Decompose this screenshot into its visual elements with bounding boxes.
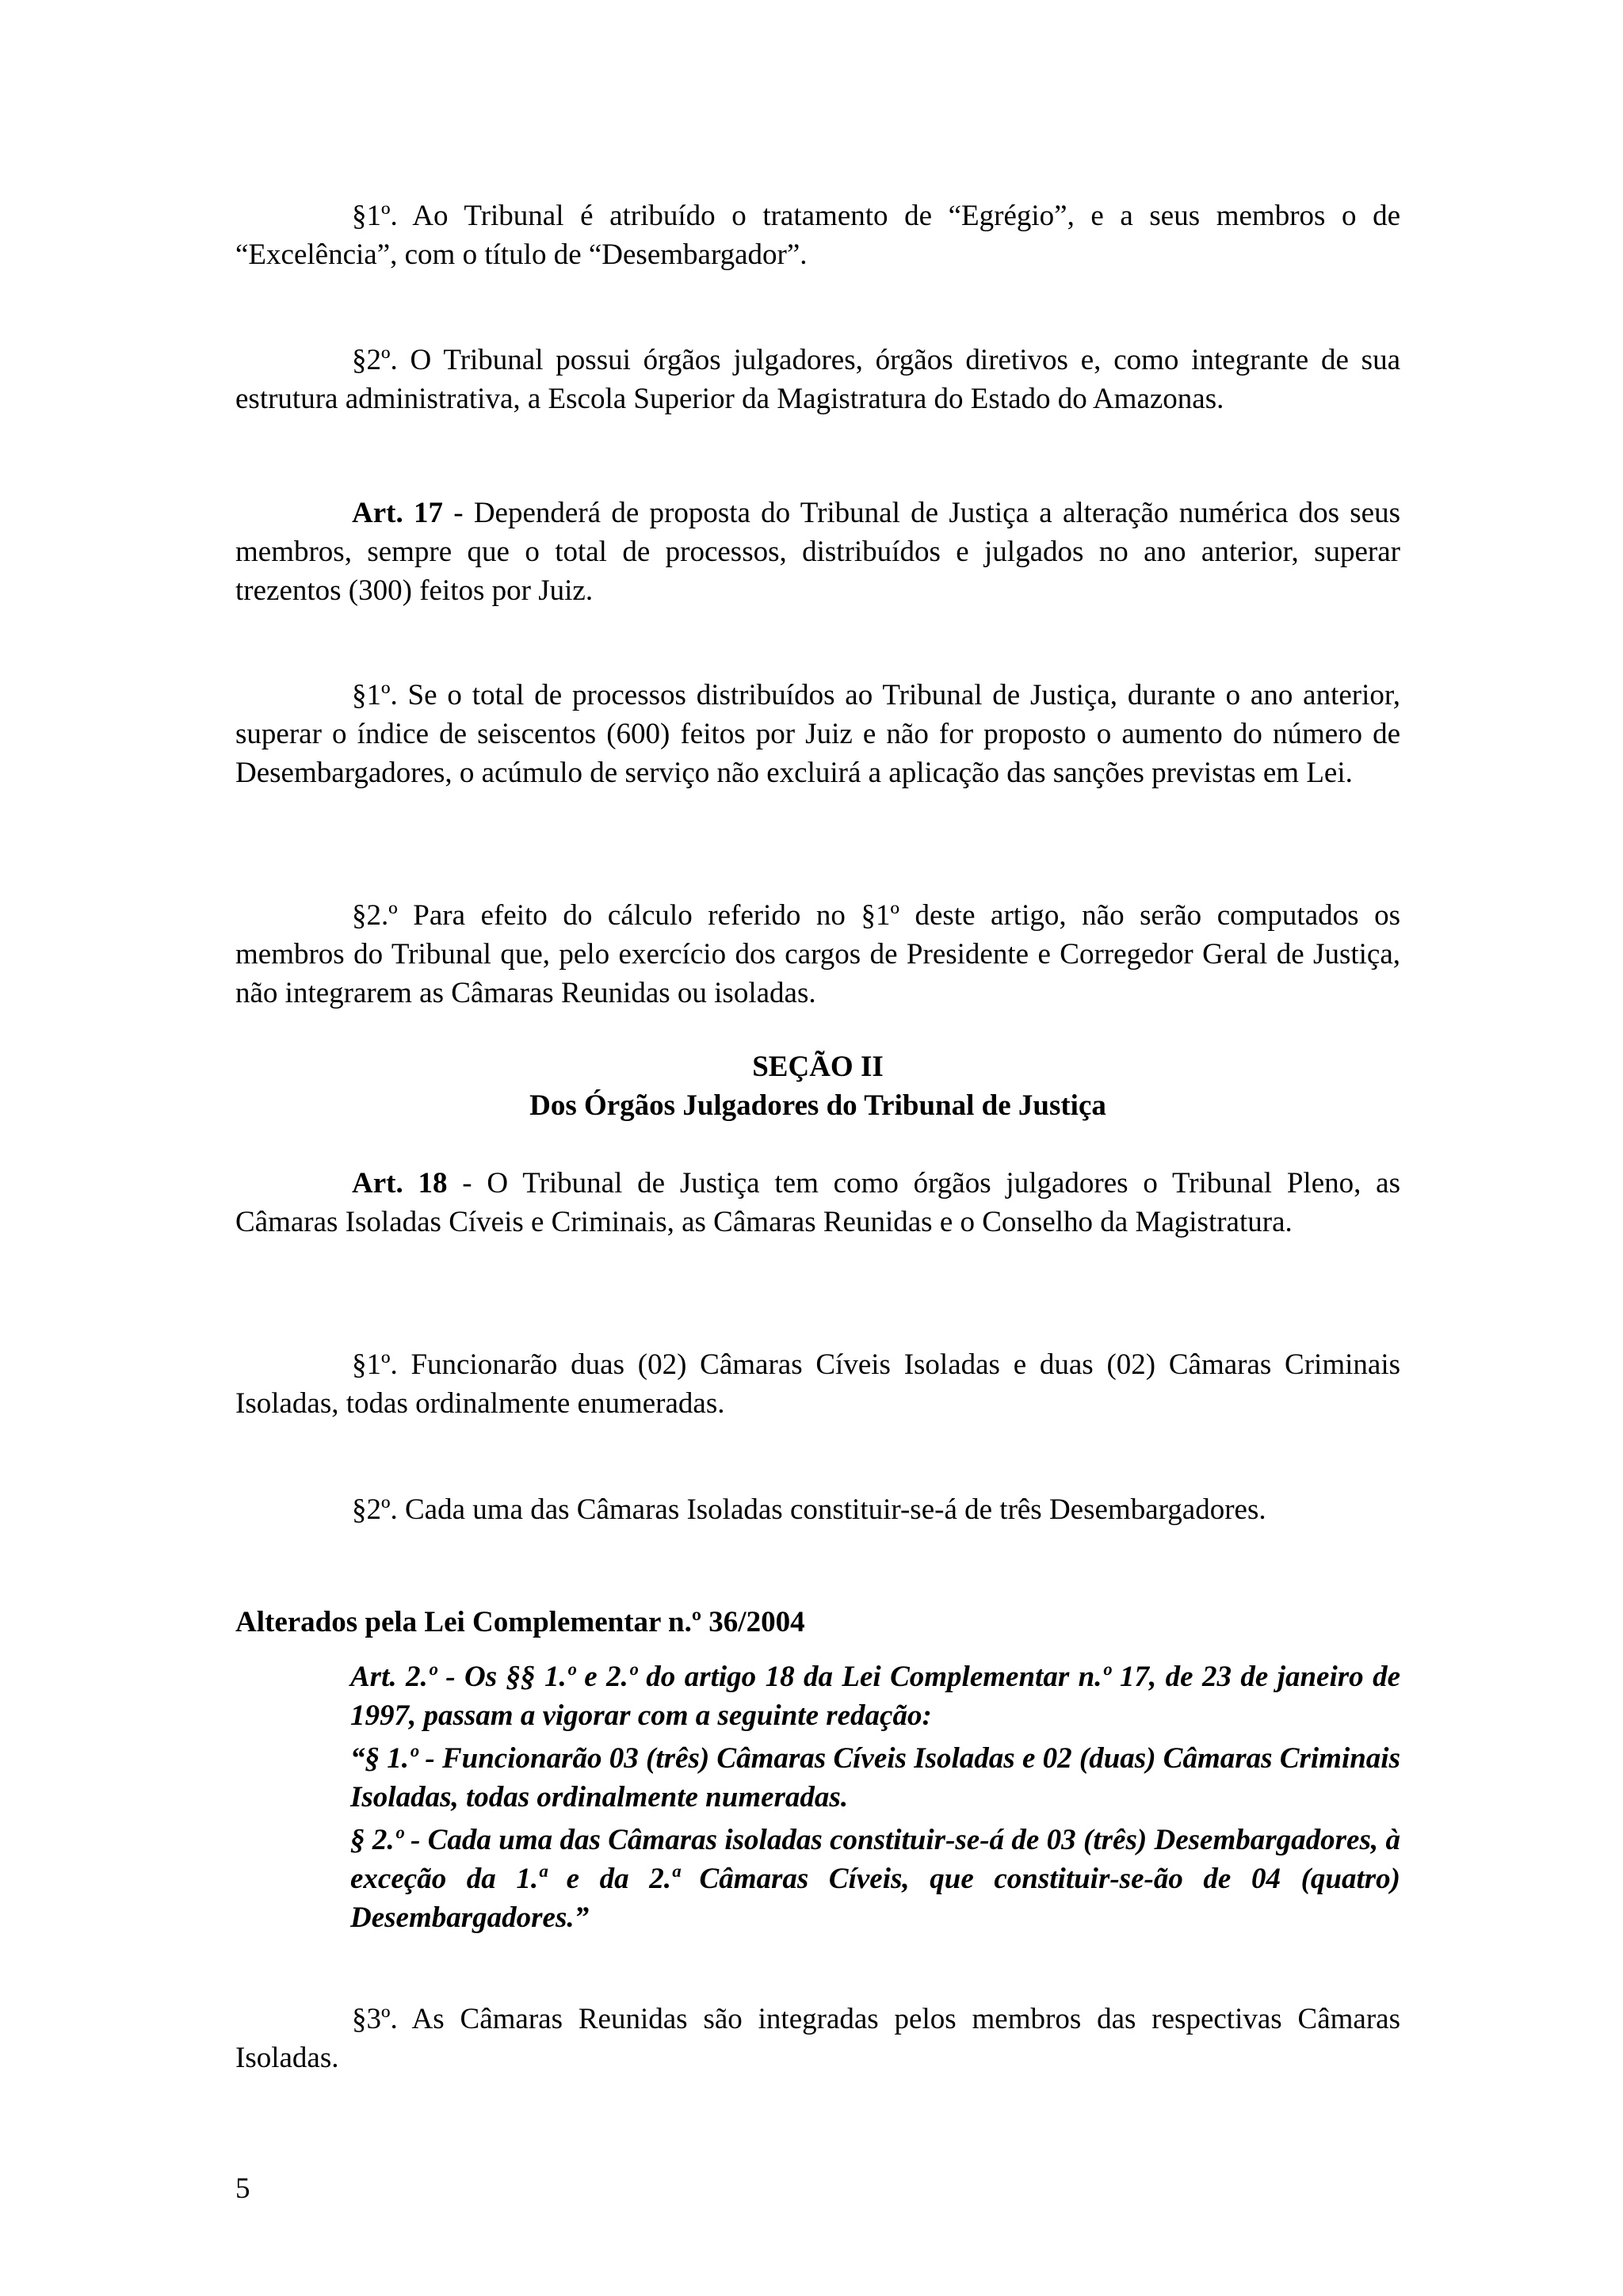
paragraph-3: §1º. Se o total de processos distribuídos ao Tribunal de Justiça, durante o ano anterior, superar o índice de seiscentos (600) feitos por Juiz e não for proposto o aumento do número de Desembargadores, o acúmulo de serviço não excluirá a aplicação das sanções previstas em Lei. (235, 679, 1400, 789)
amendment-heading: Alterados pela Lei Complementar n.º 36/2004 (235, 1606, 805, 1638)
paragraph-5: §1º. Funcionarão duas (02) Câmaras Cíveis Isoladas e duas (02) Câmaras Criminais Isoladas, todas ordinalmente enumeradas. (235, 1348, 1400, 1420)
article-18-text: - O Tribunal de Justiça tem como órgãos julgadores o Tribunal Pleno, as Câmaras Isoladas Cíveis e Criminais, as Câmaras Reunidas e o Conselho da Magistratura. (235, 1167, 1401, 1238)
page-number: 5 (235, 2172, 250, 2205)
section-subtitle: Dos Órgãos Julgadores do Tribunal de Justiça (529, 1089, 1106, 1122)
section-title: SEÇÃO II (752, 1051, 884, 1083)
amendment-quote-1: Art. 2.º - Os §§ 1.º e 2.º do artigo 18 da Lei Complementar n.º 17, de 23 de janeiro de 1997, passam a vigorar com a seguinte redação: (350, 1661, 1400, 1732)
paragraph-4: §2.º Para efeito do cálculo referido no §1º deste artigo, não serão computados os membros do Tribunal que, pelo exercício dos cargos de Presidente e Corregedor Geral de Justiça, não integrarem as Câmaras Reunidas ou isoladas. (235, 899, 1400, 1009)
paragraph-1: §1º. Ao Tribunal é atribuído o tratamento de “Egrégio”, e a seus membros o de “Excelência”, com o título de “Desembargador”. (235, 200, 1400, 271)
amendment-quote-3: § 2.º - Cada uma das Câmaras isoladas constituir-se-á de 03 (três) Desembargadores, à exceção da 1.ª e da 2.ª Câmaras Cíveis, que constituir-se-ão de 04 (quatro) Desembargadores.” (350, 1824, 1400, 1934)
paragraph-7: §3º. As Câmaras Reunidas são integradas pelos membros das respectivas Câmaras Isoladas. (235, 2003, 1400, 2074)
amendment-quote-2: “§ 1.º - Funcionarão 03 (três) Câmaras Cíveis Isoladas e 02 (duas) Câmaras Criminais Isoladas, todas ordinalmente numeradas. (350, 1742, 1400, 1814)
article-17-label: Art. 17 (352, 497, 443, 529)
article-18 (235, 1164, 1400, 1241)
paragraph-2: §2º. O Tribunal possui órgãos julgadores, órgãos diretivos e, como integrante de sua estrutura administrativa, a Escola Superior da Magistratura do Estado do Amazonas. (235, 344, 1400, 415)
article-17-text: - Dependerá de proposta do Tribunal de Justiça a alteração numérica dos seus membros, sempre que o total de processos, distribuídos e julgados no ano anterior, superar trezentos (300) feitos por Juiz. (235, 497, 1401, 607)
article-18-label: Art. 18 (352, 1167, 448, 1199)
article-17 (235, 494, 1400, 610)
paragraph-6: §2º. Cada uma das Câmaras Isoladas constituir-se-á de três Desembargadores. (352, 1493, 1266, 1526)
